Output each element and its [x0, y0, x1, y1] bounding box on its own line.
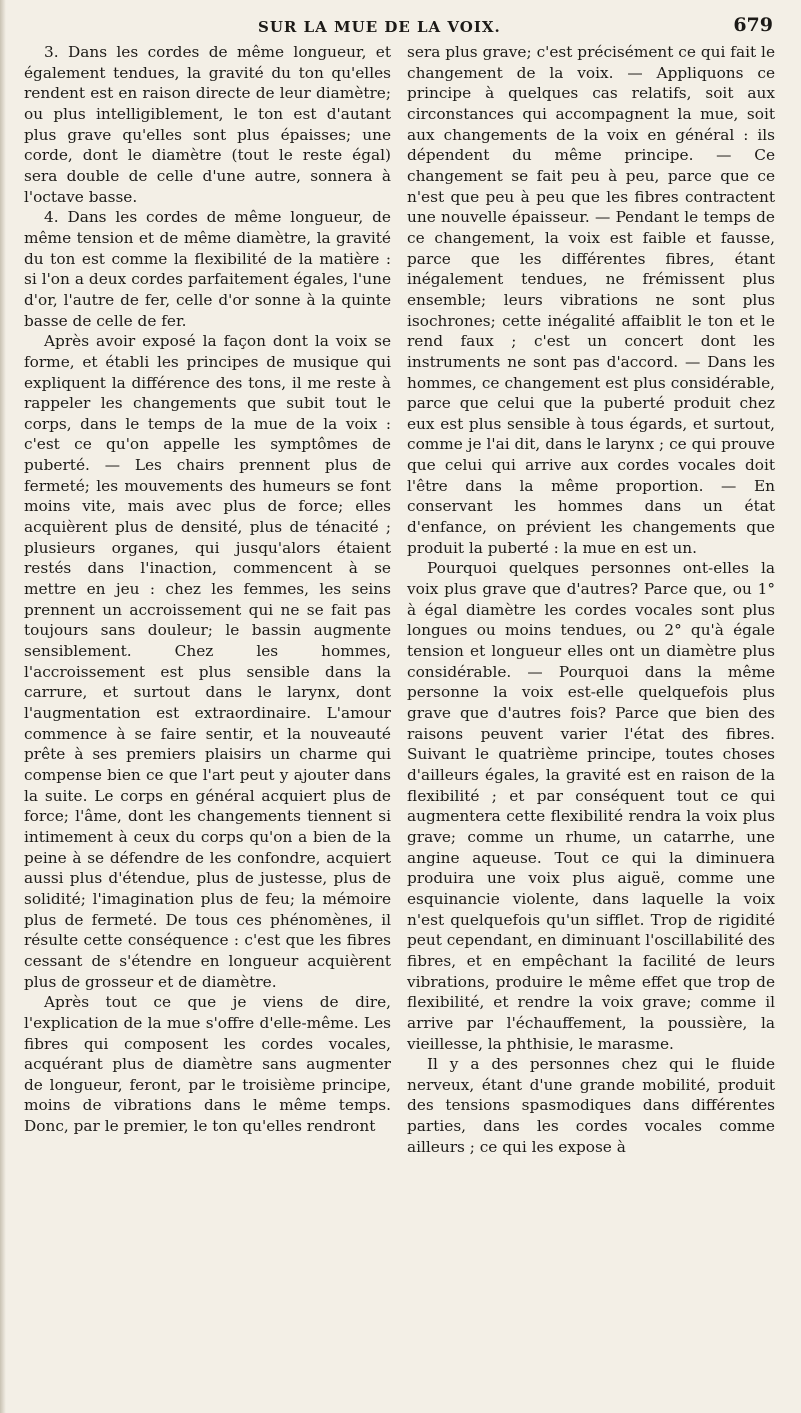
paragraph-nervous-fluid: Il y a des personnes chez qui le fluide nerveux, étant d'une grande mobilité, produit des tensions spasmodiques dans différentes parties, dans les cordes vocales comme ailleurs ; ce qui les expose à	[407, 1055, 775, 1156]
paragraph-grave-voice: Pourquoi quelques personnes ont-elles la voix plus grave que d'autres? Parce que, ou 1° à égal diamètre les cordes vocales sont plus longues ou moins tendues, ou 2° qu'à égale tension et longueur elles ont un diamètre plus considérable. — Pourquoi dans la même personne la voix est-elle quelquefois plus grave que d'autres fois? Parce que bien des raisons peuvent varier l'état des fibres. Suivant le quatrième principe, toutes choses d'ailleurs égales, la gravité est en raison de la flexibilité ; et par conséquent tout ce qui augmentera cette flexibilité rendra la voix plus grave; comme un rhume, un catarrhe, une angine aqueuse. Tout ce qui la diminuera produira une voix plus aiguë, comme une esquinancie violente, dans laquelle la voix n'est quelquefois qu'un sifflet. Trop de rigidité peut cependant, en diminuant l'oscillabilité des fibres, et en empêchant la facilité de leurs vibrations, produire le même effet que trop de flexibilité, et rendre la voix grave; comme il arrive par l'échauffement, la poussière, la vieillesse, la phthisie, le marasme.	[407, 559, 775, 1053]
paragraph-explanation-mue: Après tout ce que je viens de dire, l'explication de la mue s'offre d'elle-même. Les fibres qui composent les cordes vocales, acquérant plus de diamètre sans augmenter de longueur, feront, par le troisième principe, moins de vibrations dans le même temps. Donc, par le premier, le ton qu'elles rendront	[24, 993, 391, 1136]
paragraph-principle-3: 3. Dans les cordes de même longueur, et également tendues, la gravité du ton qu'elles rendent est en raison directe de leur diamètre; ou plus intelligiblement, le ton est d'autant plus grave qu'elles sont plus épaisses; une corde, dont le diamètre (tout le reste égal) sera double de celle d'une autre, sonnera à l'octave basse.	[24, 43, 391, 206]
running-title: SUR LA MUE DE LA VOIX.	[258, 18, 501, 36]
left-column	[24, 42, 391, 1137]
paragraph-continuation: sera plus grave; c'est précisément ce qui fait le changement de la voix. — Appliquons ce principe à quelques cas relatifs, soit aux circonstances qui accompagnent la mue, soit aux changements de la voix en général : ils dépendent du même principe. — Ce changement se fait peu à peu, parce que ce n'est que peu à peu que les fibres contractent une nouvelle épaisseur. — Pendant le temps de ce changement, la voix est faible et fausse, parce que les différentes fibres, étant inégalement tendues, ne frémissent plus ensemble; leurs vibrations ne sont plus isochrones; cette inégalité affaiblit le ton et le rend faux ; c'est un concert dont les instruments ne sont pas d'accord. — Dans les hommes, ce changement est plus considérable, parce que celui que la puberté produit chez eux est plus sensible à tous égards, et surtout, comme je l'ai dit, dans le larynx ; ce qui prouve que celui qui arrive aux cordes vocales doit l'être dans la même proportion. — En conservant les hommes dans un état d'enfance, on prévient les changements que produit la puberté : la mue en est un.	[407, 43, 775, 557]
right-column	[407, 42, 775, 1157]
page-edge-shadow	[0, 0, 6, 1413]
paragraph-puberty-symptoms: Après avoir exposé la façon dont la voix se forme, et établi les principes de musique qui expliquent la différence des tons, il me reste à rappeler les changements que subit tout le corps, dans le temps de la mue de la voix : c'est ce qu'on appelle les symptômes de puberté. — Les chairs prennent plus de fermeté; les mouvements des humeurs se font moins vite, mais avec plus de force; elles acquièrent plus de densité, plus de ténacité ; plusieurs organes, qui jusqu'alors étaient restés dans l'inaction, commencent à se mettre en jeu : chez les femmes, les seins prennent un accroissement qui ne se fait pas toujours sans douleur; le bassin augmente sensiblement. Chez les hommes, l'accroissement est plus sensible dans la carrure, et surtout dans le larynx, dont l'augmentation est extraordinaire. L'amour commence à se faire sentir, et la nouveauté prête à ses premiers plaisirs un charme qui compense bien ce que l'art peut y ajouter dans la suite. Le corps en général acquiert plus de force; l'âme, dont les changements tiennent si intimement à ceux du corps qu'on a bien de la peine à se défendre de les confondre, acquiert aussi plus d'étendue, plus de justesse, plus de solidité; l'imagination plus de feu; la mémoire plus de fermeté. De tous ces phénomènes, il résulte cette conséquence : c'est que les fibres cessant de s'étendre en longueur acquièrent plus de grosseur et de diamètre.	[24, 332, 391, 991]
paragraph-principle-4: 4. Dans les cordes de même longueur, de même tension et de même diamètre, la gravité du ton est comme la flexibilité de la matière : si l'on a deux cordes parfaitement égales, l'une d'or, l'autre de fer, celle d'or sonne à la quinte basse de celle de fer.	[24, 208, 391, 330]
page-header	[0, 12, 801, 40]
page-number: 679	[733, 14, 773, 36]
